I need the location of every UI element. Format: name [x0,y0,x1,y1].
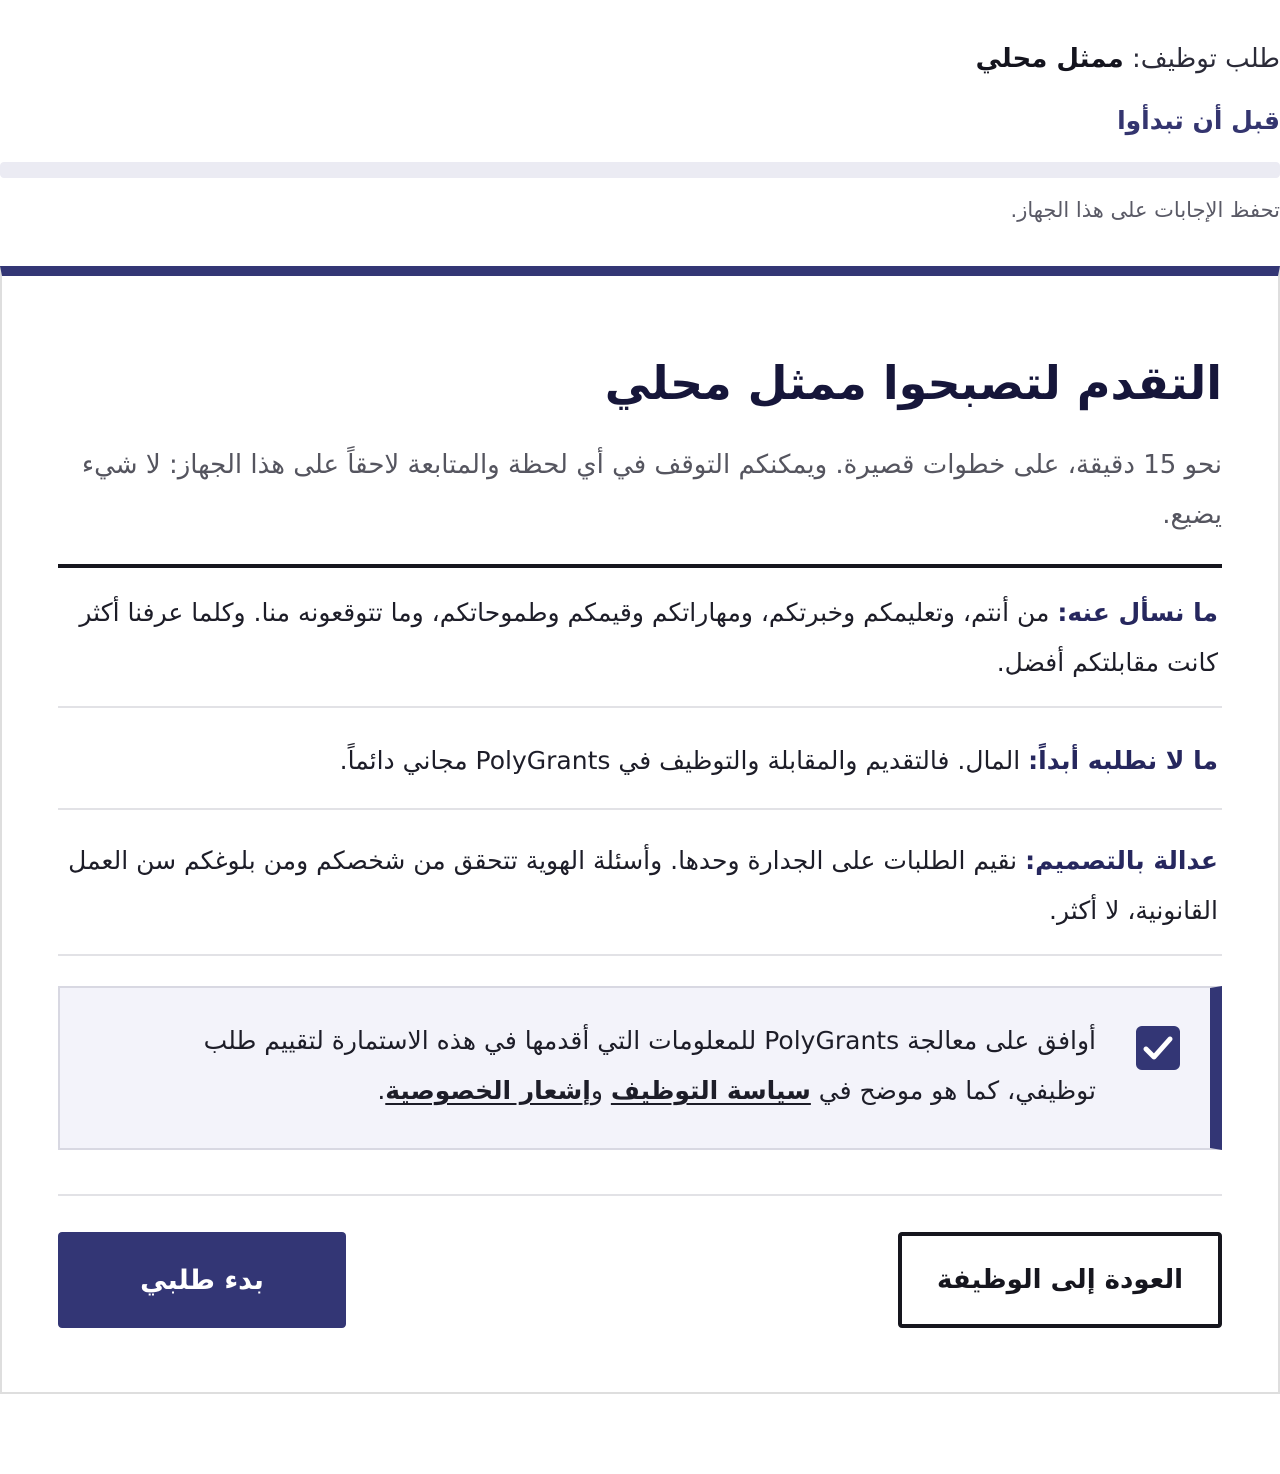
info-key: عدالة بالتصميم: [1025,846,1218,875]
info-text: المال. فالتقديم والمقابلة والتوظيف في PolyGrants مجاني دائماً. [339,746,1029,775]
back-to-job-button[interactable]: العودة إلى الوظيفة [898,1232,1222,1328]
divider [58,564,1222,568]
info-key: ما لا نطلبه أبداً: [1028,746,1218,775]
job-request-prefix: طلب توظيف: [1123,44,1280,74]
divider [58,1194,1222,1196]
info-never-ask [62,736,1218,786]
info-text: من أنتم، وتعليمكم وخبرتكم، ومهاراتكم وقيمكم وطموحاتكم، وما تتوقعونه منا. وكلما عرفنا أكثر كانت مقابلتكم أفضل. [79,598,1218,677]
consent-box [58,986,1222,1150]
checkmark-icon [1143,1034,1173,1062]
save-note: تحفظ الإجابات على هذا الجهاز. [1010,198,1280,222]
step-label: قبل أن تبدأوا [1117,106,1280,135]
divider [58,954,1222,956]
job-role-name: ممثل محلي [975,44,1124,74]
progress-bar [0,162,1280,178]
divider [58,706,1222,708]
info-key: ما نسأل عنه: [1057,598,1218,627]
start-application-button[interactable]: بدء طلبي [58,1232,346,1328]
info-what-we-ask [62,588,1218,688]
application-header [0,0,1280,178]
intro-card [0,266,1280,1394]
page-subtitle: نحو 15 دقيقة، على خطوات قصيرة. ويمكنكم التوقف في أي لحظة والمتابعة لاحقاً على هذا الجهاز: لا شيء يضيع. [81,450,1222,530]
info-text: نقيم الطلبات على الجدارة وحدها. وأسئلة الهوية تتحقق من شخصكم ومن بلوغكم سن العمل القانونية، لا أكثر. [68,846,1218,925]
consent-text-before: أوافق على معالجة PolyGrants للمعلومات التي أقدمها في هذه الاستمارة لتقييم طلب توظيفي، كما هو موضح في [203,1026,1096,1105]
consent-text-end: . [377,1076,386,1105]
info-fairness [62,836,1218,936]
consent-checkbox[interactable] [1136,1026,1180,1070]
job-request-line [976,44,1280,74]
consent-text-and: و [590,1076,611,1105]
divider [58,808,1222,810]
recruitment-policy-link[interactable]: سياسة التوظيف [610,1076,811,1105]
privacy-notice-link[interactable]: إشعار الخصوصية [385,1076,591,1105]
consent-text [150,1016,1096,1116]
page-title: التقدم لتصبحوا ممثل محلي [604,356,1222,410]
